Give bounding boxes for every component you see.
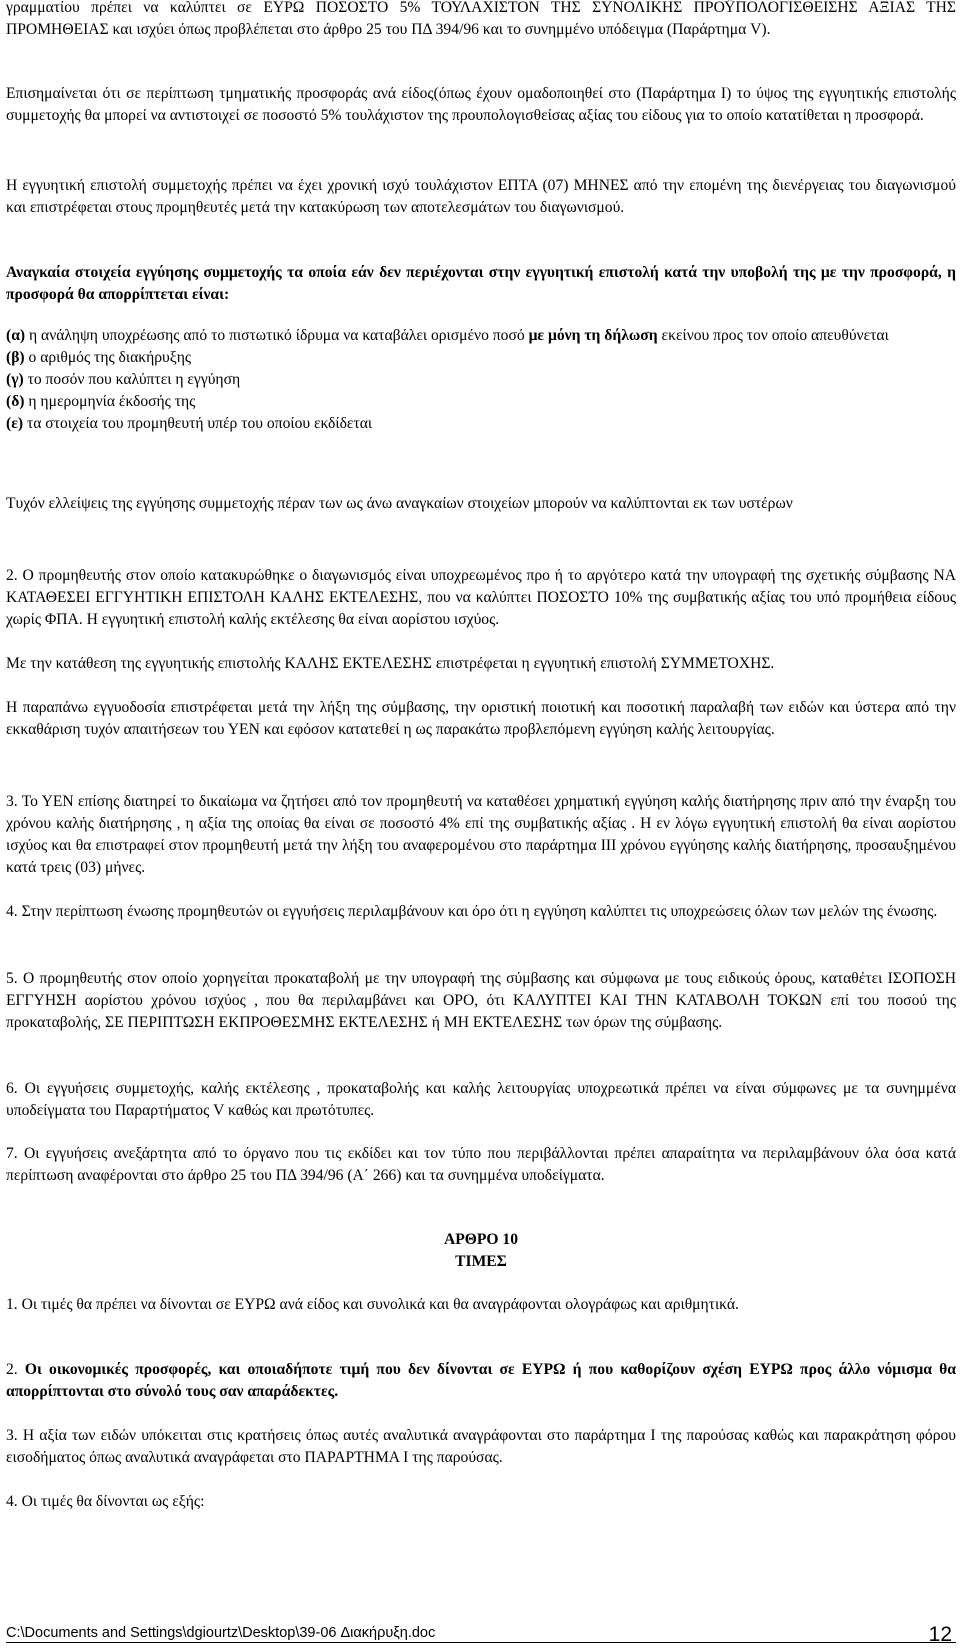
paragraph-maintenance-guarantee: 3. Το ΥΕΝ επίσης διατηρεί το δικαίωμα να ζητήσει από τον προμηθευτή να καταθέσει χρηματική εγγύηση καλής διατήρησης πριν από την έναρξη του χρόνου καλής διατήρησης , η αξία της οποίας θα είναι σε ποσοστό 4% επί της συμβατικής αξίας . Η εν λόγω εγγυητική επιστολή θα είναι αορίστου ισχύος και θα επιστραφεί στον προμηθευτή μετά την λήξη του αναφερομένου στο παράρτημα ΙΙΙ χρόνου εγγύησης καλής διατήρησης, προσαυξημένου κατά τρεις (03) μήνες. bbox=[6, 793, 956, 876]
intro-paragraph-required-elements: Αναγκαία στοιχεία εγγύησης συμμετοχής τα οποία εάν δεν περιέχονται στην εγγυητική επιστολή κατά την υποβολή της με την προσφορά, η προσφορά θα απορρίπτεται είναι: bbox=[6, 264, 956, 303]
list-item-text: το ποσόν που καλύπτει η εγγύηση bbox=[23, 371, 241, 388]
list-item-label: (ε) bbox=[6, 415, 24, 432]
list-item-label: (γ) bbox=[6, 371, 24, 388]
list-item-text: τα στοιχεία του προμηθευτή υπέρ του οποίου εκδίδεται bbox=[23, 415, 373, 432]
list-item-text: η ημερομηνία έκδοσής της bbox=[24, 393, 196, 410]
paragraph-guarantee-templates: 6. Οι εγγυήσεις συμμετοχής, καλής εκτέλεσης , προκαταβολής και καλής λειτουργίας υποχρεωτικά πρέπει να είναι σύμφωνες με τα συνημμένα υποδείγματα του Παραρτήματος V καθώς και πρωτότυπες. bbox=[6, 1080, 956, 1119]
paragraph-guarantee-contents: 7. Οι εγγυήσεις ανεξάρτητα από το όργανο που τις εκδίδει και τον τύπο που περιβάλλονται πρέπει απαραίτητα να περιλαμβάνουν όλα όσα κατά περίπτωση αναφέρονται στο άρθρο 25 του ΠΔ 394/96 (Α΄ 266) και τα συνημμένα υποδείγματα. bbox=[6, 1145, 956, 1184]
paragraph-prices-euro: 1. Οι τιμές θα πρέπει να δίνονται σε ΕΥΡΩ ανά είδος και συνολικά και θα αναγράφονται ολογράφως και αριθμητικά. bbox=[6, 1296, 739, 1313]
footer-file-path: C:\Documents and Settings\dgiourtz\Desktop\39-06 Διακήρυξη.doc bbox=[6, 1625, 436, 1641]
list-item-b bbox=[6, 347, 956, 369]
list-item-a bbox=[6, 325, 956, 347]
list-item-text: εκείνου προς τον οποίο απευθύνεται bbox=[657, 327, 889, 344]
article-number: ΑΡΘΡΟ 10 bbox=[443, 1231, 519, 1248]
paragraph-prices-deductions: 3. Η αξία των ειδών υπόκειται στις κρατήσεις όπως αυτές αναλυτικά αναγράφονται στο παράρτημα Ι της παρούσας καθώς και παρακράτηση φόρου εισοδήματος όπως αναλυτικά αναγράφεται στο ΠΑΡΑΡΤΗΜΑ Ι της παρούσας. bbox=[6, 1427, 956, 1466]
paragraph-return-participation: Με την κατάθεση της εγγυητικής επιστολής ΚΑΛΗΣ ΕΚΤΕΛΕΣΗΣ επιστρέφεται η εγγυητική επιστολή ΣΥΜΜΕΤΟΧΗΣ. bbox=[6, 655, 775, 672]
paragraph-supplier-union: 4. Στην περίπτωση ένωσης προμηθευτών οι εγγυήσεις περιλαμβάνουν και όρο ότι η εγγύηση καλύπτει τις υποχρεώσεις όλων των μελών της ένωσης. bbox=[6, 903, 938, 920]
list-item-d bbox=[6, 391, 956, 413]
list-item-text: ο αριθμός της διακήρυξης bbox=[24, 349, 192, 366]
paragraph-prices-format: 4. Οι τιμές θα δίνονται ως εξής: bbox=[6, 1493, 205, 1510]
paragraph-performance-guarantee: 2. Ο προμηθευτής στον οποίο κατακυρώθηκε ο διαγωνισμός είναι υποχρεωμένος προ ή το αργότερο κατά την υπογραφή της σχετικής σύμβασης ΝΑ ΚΑΤΑΘΕΣΕΙ ΕΓΓΥΗΤΙΚΗ ΕΠΙΣΤΟΛΗ ΚΑΛΗΣ ΕΚΤΕΛΕΣΗΣ, που να καλύπτει ΠΟΣΟΣΤΟ 10% της συμβατικής αξίας του υπό προμήθεια είδους χωρίς ΦΠΑ. Η εγγυητική επιστολή καλής εκτέλεσης θα είναι αορίστου ισχύος. bbox=[6, 567, 956, 628]
list-item-text: η ανάληψη υποχρέωσης από το πιστωτικό ίδρυμα να καταβάλει ορισμένο ποσό bbox=[25, 327, 529, 344]
list-item-c bbox=[6, 369, 956, 391]
paragraph-prices-rejection bbox=[6, 1359, 956, 1403]
footer-divider bbox=[6, 1642, 956, 1643]
paragraph-advance-payment: 5. Ο προμηθευτής στον οποίο χορηγείται προκαταβολή με την υπογραφή της σύμβασης και σύμφωνα με τους ειδικούς όρους, καταθέτει ΙΣΟΠΟΣΗ ΕΓΓΥΗΣΗ αορίστου χρόνου ισχύος , που θα περιλαμβάνει και ΟΡΟ, ότι ΚΑΛΥΠΤΕΙ ΚΑΙ ΤΗΝ ΚΑΤΑΒΟΛΗ ΤΟΚΩΝ επί του ποσού της προκαταβολής, ΣΕ ΠΕΡΙΠΤΩΣΗ ΕΚΠΡΟΘΕΣΜΗΣ ΕΚΤΕΛΕΣΗΣ ή ΜΗ ΕΚΤΕΛΕΣΗΣ των όρων της σύμβασης. bbox=[6, 970, 956, 1031]
intro-paragraph-guarantee: γραμματίου πρέπει να καλύπτει σε ΕΥΡΩ ΠΟΣΟΣΤΟ 5% ΤΟΥΛΑΧΙΣΤΟΝ ΤΗΣ ΣΥΝΟΛΙΚΗΣ ΠΡΟΫΠΟΛΟΓΙΣΘΕΙΣΗΣ ΑΞΙΑΣ ΤΗΣ ΠΡΟΜΗΘΕΙΑΣ και ισχύει όπως προβλέπεται στο άρθρο 25 του ΠΔ 394/96 και το συνημμένο υπόδειγμα (Παράρτημα V). bbox=[6, 0, 956, 38]
page-number: 12 bbox=[928, 1623, 952, 1646]
list-item-label: (α) bbox=[6, 327, 26, 344]
list-item-label: (β) bbox=[6, 349, 25, 366]
article-title: ΤΙΜΕΣ bbox=[455, 1253, 507, 1270]
paragraph-number: 2. bbox=[6, 1361, 25, 1378]
paragraph-missing-elements: Τυχόν ελλείψεις της εγγύησης συμμετοχής πέραν των ως άνω αναγκαίων στοιχείων μπορούν να καλύπτονται εκ των υστέρων bbox=[6, 495, 793, 512]
paragraph-bold-text: Οι οικονομικές προσφορές, και οποιαδήποτε τιμή που δεν δίνονται σε ΕΥΡΩ ή που καθορίζουν σχέση ΕΥΡΩ προς άλλο νόμισμα θα απορρίπτονται στο σύνολό τους σαν απαράδεκτες. bbox=[6, 1361, 956, 1400]
list-item-emphasis: με μόνη τη δήλωση bbox=[528, 327, 658, 344]
paragraph-return-conditions: Η παραπάνω εγγυοδοσία επιστρέφεται μετά την λήξη της σύμβασης, την οριστική ποιοτική και ποσοτική παραλαβή των ειδών και ύστερα από την εκκαθάριση τυχόν απαιτήσεων του ΥΕΝ και εφόσον κατατεθεί η ως παρακάτω προβλεπόμενη εγγύηση καλής λειτουργίας. bbox=[6, 699, 956, 738]
intro-paragraph-partial-offer: Επισημαίνεται ότι σε περίπτωση τμηματικής προσφοράς ανά είδος(όπως έχουν ομαδοποιηθεί στο (Παράρτημα Ι) το ύψος της εγγυητικής επιστολής συμμετοχής θα μπορεί να αντιστοιχεί σε ποσοστό 5% τουλάχιστον της προυπολογισθείσας αξίας του είδους για το οποίο κατατίθεται η προσφορά. bbox=[6, 85, 956, 124]
required-elements-list bbox=[6, 325, 956, 435]
list-item-e bbox=[6, 413, 956, 435]
list-item-label: (δ) bbox=[6, 393, 25, 410]
intro-paragraph-validity: Η εγγυητική επιστολή συμμετοχής πρέπει να έχει χρονική ισχύ τουλάχιστον ΕΠΤΑ (07) ΜΗΝΕΣ από την επομένη της διενέργειας του διαγωνισμού και επιστρέφεται στους προμηθευτές μετά την κατακύρωση των αποτελεσμάτων του διαγωνισμού. bbox=[6, 177, 956, 216]
